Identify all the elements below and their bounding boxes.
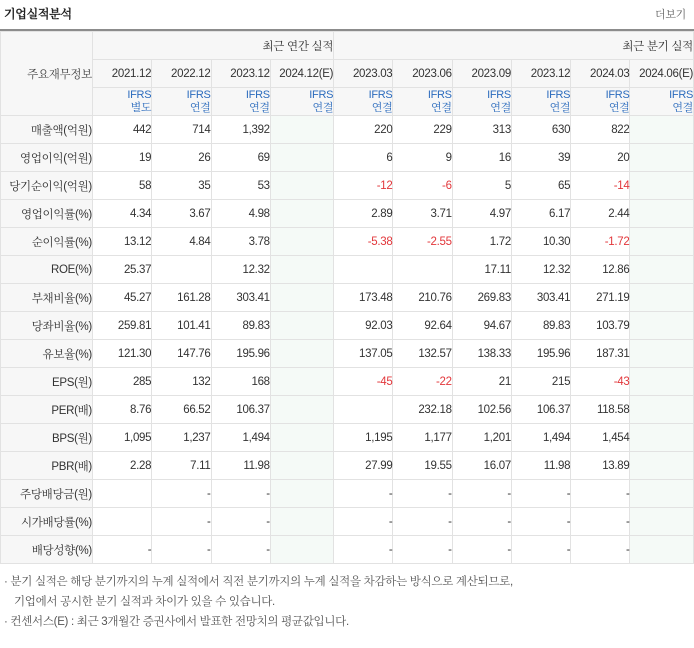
table-cell	[630, 228, 694, 256]
table-cell: -	[92, 536, 151, 564]
footnote-line-1: · 분기 실적은 해당 분기까지의 누계 실적에서 직전 분기까지의 누계 실적을 차감하는 방식으로 계산되므로,	[4, 576, 513, 588]
table-row	[1, 396, 694, 424]
table-cell	[630, 368, 694, 396]
table-row	[1, 340, 694, 368]
table-cell	[630, 452, 694, 480]
table-cell: -	[211, 508, 270, 536]
period-header: 2023.12	[211, 60, 270, 88]
table-cell: 187.31	[571, 340, 630, 368]
table-cell: -	[152, 508, 211, 536]
table-cell: -22	[393, 368, 452, 396]
table-cell	[270, 508, 333, 536]
table-cell	[270, 368, 333, 396]
table-cell: 442	[92, 116, 151, 144]
table-cell: 13.12	[92, 228, 151, 256]
corner-header: 주요재무정보	[1, 32, 93, 116]
table-cell: 101.41	[152, 312, 211, 340]
period-header: 2024.03	[571, 60, 630, 88]
table-cell: 35	[152, 172, 211, 200]
table-row	[1, 424, 694, 452]
table-cell: 94.67	[452, 312, 511, 340]
row-label: BPS(원)	[1, 424, 93, 452]
period-header-row	[1, 60, 694, 88]
table-cell: 2.89	[334, 200, 393, 228]
table-cell: 25.37	[92, 256, 151, 284]
table-row	[1, 452, 694, 480]
row-label: 영업이익률(%)	[1, 200, 93, 228]
table-cell	[270, 536, 333, 564]
accounting-standard-header: IFRS 연결	[211, 88, 270, 116]
table-cell: 19.55	[393, 452, 452, 480]
row-label: 순이익률(%)	[1, 228, 93, 256]
table-cell: 285	[92, 368, 151, 396]
table-cell: -	[452, 508, 511, 536]
table-cell: -1.72	[571, 228, 630, 256]
table-cell: 3.78	[211, 228, 270, 256]
table-cell: 106.37	[511, 396, 570, 424]
table-cell	[270, 424, 333, 452]
table-cell	[630, 172, 694, 200]
table-cell: 12.32	[211, 256, 270, 284]
table-cell: 215	[511, 368, 570, 396]
accounting-standard-header: IFRS 연결	[152, 88, 211, 116]
period-header: 2022.12	[152, 60, 211, 88]
table-cell: 259.81	[92, 312, 151, 340]
table-cell: 9	[393, 144, 452, 172]
table-row	[1, 228, 694, 256]
table-cell	[630, 508, 694, 536]
accounting-standard-header: IFRS 연결	[452, 88, 511, 116]
table-cell	[152, 256, 211, 284]
table-cell	[630, 116, 694, 144]
table-cell: -	[334, 536, 393, 564]
table-cell: -	[152, 480, 211, 508]
table-cell: 58	[92, 172, 151, 200]
financial-summary-table	[0, 31, 694, 564]
table-cell: 161.28	[152, 284, 211, 312]
period-header: 2023.09	[452, 60, 511, 88]
table-cell: 3.71	[393, 200, 452, 228]
table-cell: 12.86	[571, 256, 630, 284]
footnote-line-3: · 컨센서스(E) : 최근 3개월간 증권사에서 발표한 전망치의 평균값입니다.	[4, 615, 349, 628]
table-cell: 66.52	[152, 396, 211, 424]
table-cell: 53	[211, 172, 270, 200]
table-cell: 16.07	[452, 452, 511, 480]
table-cell	[270, 144, 333, 172]
row-label: 유보율(%)	[1, 340, 93, 368]
table-cell: 4.98	[211, 200, 270, 228]
table-cell: 17.11	[452, 256, 511, 284]
footnotes	[0, 564, 694, 631]
table-cell: 26	[152, 144, 211, 172]
table-cell: -43	[571, 368, 630, 396]
table-cell	[630, 424, 694, 452]
table-cell	[92, 480, 151, 508]
table-head	[1, 32, 694, 116]
table-cell: 21	[452, 368, 511, 396]
row-label: 당기순이익(억원)	[1, 172, 93, 200]
table-cell	[630, 340, 694, 368]
table-cell: 92.03	[334, 312, 393, 340]
period-header: 2024.06(E)	[630, 60, 694, 88]
table-cell: 132.57	[393, 340, 452, 368]
table-cell: 121.30	[92, 340, 151, 368]
table-row	[1, 144, 694, 172]
table-cell: 195.96	[511, 340, 570, 368]
table-cell: 118.58	[571, 396, 630, 424]
table-body	[1, 116, 694, 564]
period-header: 2021.12	[92, 60, 151, 88]
table-cell: 1,237	[152, 424, 211, 452]
table-cell: -	[511, 480, 570, 508]
table-cell: -	[511, 508, 570, 536]
table-cell	[630, 480, 694, 508]
table-cell: 195.96	[211, 340, 270, 368]
table-cell: 12.32	[511, 256, 570, 284]
table-cell: 137.05	[334, 340, 393, 368]
table-cell: 1,494	[211, 424, 270, 452]
table-cell: 13.89	[571, 452, 630, 480]
table-cell: 269.83	[452, 284, 511, 312]
table-row	[1, 200, 694, 228]
table-cell	[630, 144, 694, 172]
table-cell: -14	[571, 172, 630, 200]
table-cell: -5.38	[334, 228, 393, 256]
row-label: PER(배)	[1, 396, 93, 424]
row-label: 주당배당금(원)	[1, 480, 93, 508]
table-row	[1, 256, 694, 284]
table-cell: -	[393, 480, 452, 508]
table-cell: 173.48	[334, 284, 393, 312]
footnote-line-2: 기업에서 공시한 분기 실적과 차이가 있을 수 있습니다.	[14, 595, 275, 608]
table-cell: 6	[334, 144, 393, 172]
table-cell: 2.28	[92, 452, 151, 480]
table-cell: -2.55	[393, 228, 452, 256]
accounting-standard-header: IFRS 연결	[334, 88, 393, 116]
table-cell: 106.37	[211, 396, 270, 424]
table-cell: -	[452, 536, 511, 564]
table-cell	[270, 480, 333, 508]
table-cell	[270, 340, 333, 368]
table-cell: -	[393, 536, 452, 564]
table-cell	[270, 200, 333, 228]
table-cell: 1,195	[334, 424, 393, 452]
table-cell: 7.11	[152, 452, 211, 480]
row-label: 영업이익(억원)	[1, 144, 93, 172]
table-cell: 2.44	[571, 200, 630, 228]
page-title: 기업실적분석	[4, 7, 72, 21]
table-cell: 168	[211, 368, 270, 396]
table-cell: -	[334, 480, 393, 508]
table-cell: 11.98	[211, 452, 270, 480]
table-row	[1, 480, 694, 508]
table-cell: 92.64	[393, 312, 452, 340]
table-cell	[270, 396, 333, 424]
table-row	[1, 312, 694, 340]
table-cell: -	[334, 508, 393, 536]
table-cell	[270, 116, 333, 144]
accounting-standard-header: IFRS 연결	[511, 88, 570, 116]
table-cell: 19	[92, 144, 151, 172]
table-cell	[630, 312, 694, 340]
table-cell: 16	[452, 144, 511, 172]
table-cell: -6	[393, 172, 452, 200]
table-row	[1, 368, 694, 396]
table-cell	[334, 256, 393, 284]
row-label: EPS(원)	[1, 368, 93, 396]
table-cell: -	[571, 480, 630, 508]
table-cell: 1,454	[571, 424, 630, 452]
table-cell: 1.72	[452, 228, 511, 256]
table-cell: 11.98	[511, 452, 570, 480]
period-header: 2023.06	[393, 60, 452, 88]
table-cell: 39	[511, 144, 570, 172]
table-cell: 303.41	[211, 284, 270, 312]
accounting-standard-header: IFRS 연결	[393, 88, 452, 116]
accounting-standard-header: IFRS 별도	[92, 88, 151, 116]
table-cell: 3.67	[152, 200, 211, 228]
period-header: 2024.12(E)	[270, 60, 333, 88]
table-cell: 45.27	[92, 284, 151, 312]
period-header: 2023.03	[334, 60, 393, 88]
table-cell: 147.76	[152, 340, 211, 368]
table-cell: 220	[334, 116, 393, 144]
group-header-quarterly: 최근 분기 실적	[334, 32, 694, 60]
table-cell: 65	[511, 172, 570, 200]
row-label: 배당성향(%)	[1, 536, 93, 564]
standard-header-row	[1, 88, 694, 116]
page-header	[0, 0, 694, 31]
table-cell: 4.97	[452, 200, 511, 228]
table-cell: 303.41	[511, 284, 570, 312]
table-cell	[270, 312, 333, 340]
period-header: 2023.12	[511, 60, 570, 88]
table-cell: 1,177	[393, 424, 452, 452]
row-label: 부채비율(%)	[1, 284, 93, 312]
table-cell: 10.30	[511, 228, 570, 256]
table-row	[1, 116, 694, 144]
accounting-standard-header: IFRS 연결	[630, 88, 694, 116]
table-cell: 20	[571, 144, 630, 172]
table-cell: 69	[211, 144, 270, 172]
table-cell	[393, 256, 452, 284]
table-cell: -	[571, 536, 630, 564]
row-label: 매출액(억원)	[1, 116, 93, 144]
table-cell	[630, 256, 694, 284]
table-cell: -45	[334, 368, 393, 396]
table-cell: -	[393, 508, 452, 536]
table-cell	[270, 256, 333, 284]
accounting-standard-header: IFRS 연결	[571, 88, 630, 116]
table-cell: 8.76	[92, 396, 151, 424]
table-cell: 102.56	[452, 396, 511, 424]
table-row	[1, 508, 694, 536]
table-cell: 229	[393, 116, 452, 144]
table-cell	[92, 508, 151, 536]
table-cell	[270, 172, 333, 200]
table-cell: 5	[452, 172, 511, 200]
table-row	[1, 536, 694, 564]
table-cell: 132	[152, 368, 211, 396]
row-label: ROE(%)	[1, 256, 93, 284]
table-cell: 271.19	[571, 284, 630, 312]
table-cell: 4.34	[92, 200, 151, 228]
table-cell: 89.83	[211, 312, 270, 340]
table-cell: -	[152, 536, 211, 564]
table-cell: 138.33	[452, 340, 511, 368]
table-cell	[270, 452, 333, 480]
table-cell	[630, 396, 694, 424]
row-label: 당좌비율(%)	[1, 312, 93, 340]
table-row	[1, 284, 694, 312]
table-cell: 313	[452, 116, 511, 144]
more-link[interactable]: 더보기	[655, 8, 686, 21]
table-cell	[630, 200, 694, 228]
table-cell	[334, 396, 393, 424]
table-cell: -	[571, 508, 630, 536]
table-row	[1, 172, 694, 200]
table-cell: 630	[511, 116, 570, 144]
table-cell: 1,095	[92, 424, 151, 452]
table-cell: 27.99	[334, 452, 393, 480]
table-cell: 1,392	[211, 116, 270, 144]
table-cell: 822	[571, 116, 630, 144]
table-cell: -	[511, 536, 570, 564]
accounting-standard-header: IFRS 연결	[270, 88, 333, 116]
row-label: 시가배당률(%)	[1, 508, 93, 536]
table-cell: 1,201	[452, 424, 511, 452]
table-cell: -	[211, 536, 270, 564]
table-cell: 232.18	[393, 396, 452, 424]
table-cell: 1,494	[511, 424, 570, 452]
group-header-annual: 최근 연간 실적	[92, 32, 333, 60]
table-cell	[630, 536, 694, 564]
table-cell	[270, 228, 333, 256]
table-cell: 89.83	[511, 312, 570, 340]
table-cell: -	[211, 480, 270, 508]
table-cell: -12	[334, 172, 393, 200]
table-cell: 714	[152, 116, 211, 144]
group-header-row	[1, 32, 694, 60]
table-cell	[270, 284, 333, 312]
table-cell: 103.79	[571, 312, 630, 340]
table-cell: 4.84	[152, 228, 211, 256]
table-cell: 6.17	[511, 200, 570, 228]
row-label: PBR(배)	[1, 452, 93, 480]
table-cell: 210.76	[393, 284, 452, 312]
table-cell: -	[452, 480, 511, 508]
table-cell	[630, 284, 694, 312]
